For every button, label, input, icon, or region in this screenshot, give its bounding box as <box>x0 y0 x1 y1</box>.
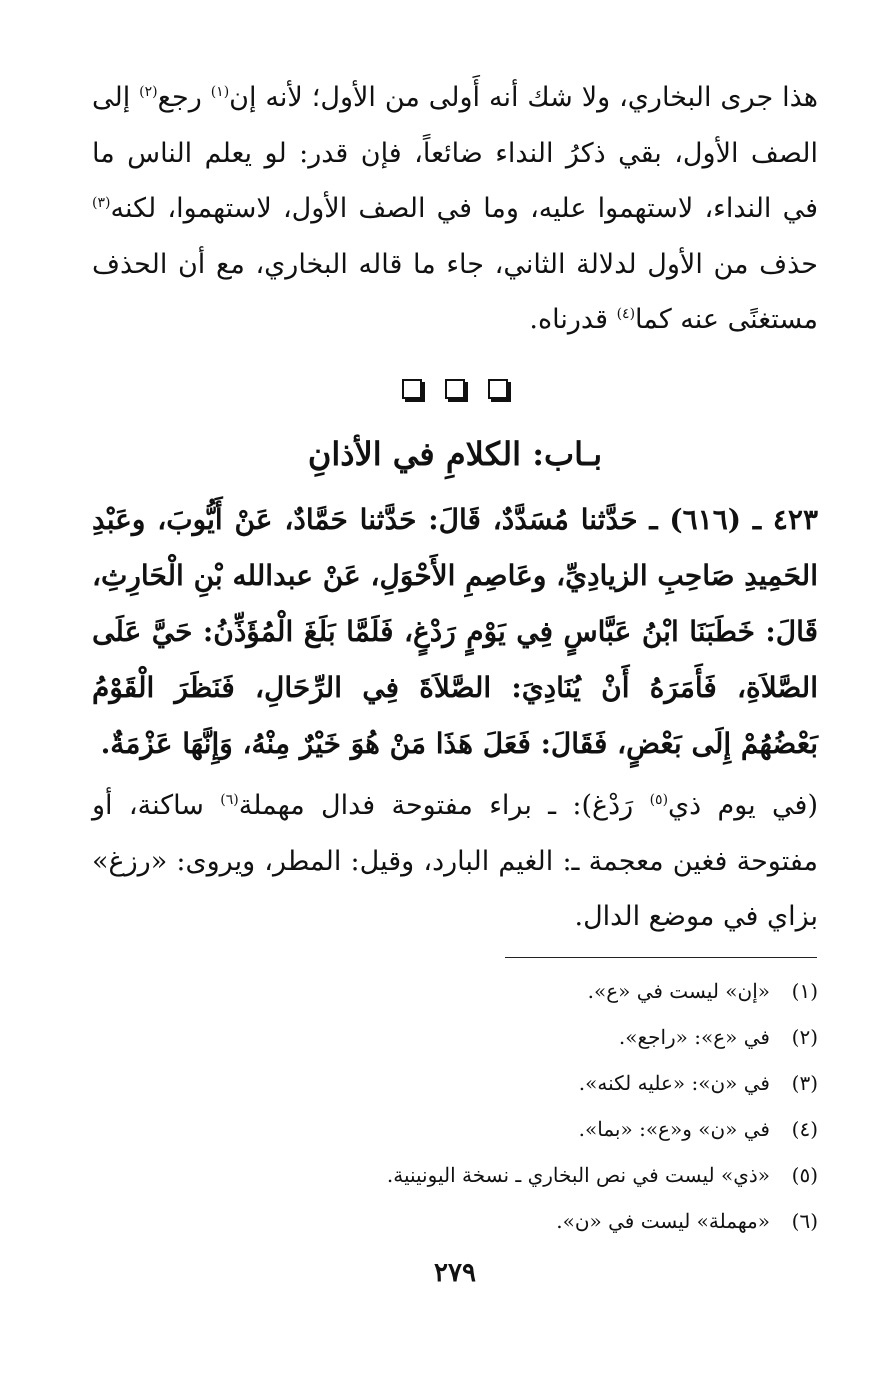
intro-paragraph <box>92 70 818 348</box>
footnote-text: «إن» ليست في «ع». <box>587 979 770 1003</box>
footnote-item <box>92 1198 818 1244</box>
square-ornament-icon <box>402 379 422 399</box>
footnote-ref-2: (٢) <box>139 84 158 100</box>
footnote-number: (٢) <box>791 1025 818 1049</box>
footnote-item <box>92 1106 818 1152</box>
chapter-title: بـاب: الكلامِ في الأذانِ <box>307 435 603 473</box>
footnote-text: في «ن» و«ع»: «بما». <box>578 1117 770 1141</box>
footnote-number: (٣) <box>791 1071 818 1095</box>
page-number: ٢٧٩ <box>434 1258 476 1288</box>
footnote-item <box>92 1152 818 1198</box>
footnote-divider <box>505 957 817 958</box>
square-ornament-icon <box>488 379 508 399</box>
hadith-text: ٤٢٣ ـ (٦١٦) ـ حَدَّثنا مُسَدَّدٌ، قَالَ: حَدَّثنا حَمَّادٌ، عَنْ أَيُّوبَ، وعَبْدِ الحَمِيدِ صَاحِبِ الزيادِيِّ، وعَاصِمِ الأَحْوَلِ، عَنْ عبدالله بْنِ الْحَارِثِ، قَالَ: خَطَبَنَا ابْنُ عَبَّاسٍ فِي يَوْمٍ رَدْغٍ، فَلَمَّا بَلَغَ الْمُؤَذِّنُ: حَيَّ عَلَى الصَّلاَةِ، فَأَمَرَهُ أَنْ يُنَادِيَ: الصَّلاَةَ فِي الرِّحَالِ، فَنَظَرَ الْقَوْمُ بَعْضُهُمْ إِلَى بَعْضٍ، فَقَالَ: فَعَلَ هَذَا مَنْ هُوَ خَيْرٌ مِنْهُ، وَإِنَّهَا عَزْمَةٌ. <box>92 503 818 760</box>
footnote-ref-3: (٣) <box>92 195 111 211</box>
footnote-text: في «ع»: «راجع». <box>618 1025 770 1049</box>
footnote-ref-6: (٦) <box>220 792 239 808</box>
intro-text-e: قدرناه. <box>529 304 617 335</box>
commentary-paragraph <box>92 778 818 945</box>
square-ornament-icon <box>445 379 465 399</box>
footnote-ref-1: (١) <box>210 84 230 100</box>
footnotes-list <box>92 968 818 1244</box>
intro-text-d: حذف من الأول لدلالة الثاني، جاء ما قاله البخاري، مع أن الحذف مستغنًى عنه كما <box>92 248 818 335</box>
footnote-ref-5: (٥) <box>649 792 669 808</box>
footnote-text: «ذي» ليست في نص البخاري ـ نسخة اليونينية. <box>386 1163 770 1187</box>
footnote-item <box>92 1060 818 1106</box>
footnote-text: في «ن»: «عليه لكنه». <box>578 1071 770 1095</box>
section-separator <box>92 378 818 399</box>
intro-section <box>92 70 818 348</box>
footnote-number: (١) <box>791 979 818 1003</box>
footnote-item <box>92 1014 818 1060</box>
intro-text-c: إلى الصف الأول، بقي ذكرُ النداء ضائعاً، فإن قدر: لو يعلم الناس ما في النداء، لاستهموا عليه، وما في الصف الأول، لاستهموا، لكنه <box>92 82 818 224</box>
footnote-number: (٤) <box>791 1117 818 1141</box>
intro-text-b: رجع <box>157 82 211 113</box>
commentary-text-a: (في يوم ذي <box>668 790 818 821</box>
footnote-number: (٥) <box>791 1163 818 1187</box>
intro-text-a: هذا جرى البخاري، ولا شك أنه أَولى من الأول؛ لأنه إن <box>229 82 818 113</box>
footnote-text: «مهملة» ليست في «ن». <box>556 1209 770 1233</box>
commentary-text-b: رَدْغ): ـ براء مفتوحة فدال مهملة <box>238 790 650 821</box>
footnote-number: (٦) <box>791 1209 818 1233</box>
footnote-ref-4: (٤) <box>616 306 636 322</box>
footnote-item <box>92 968 818 1014</box>
commentary-text-c: ساكنة، أو مفتوحة فغين معجمة ـ: الغيم البارد، وقيل: المطر، ويروى: «رزغ» بزاي في موضع الدال. <box>92 790 818 932</box>
